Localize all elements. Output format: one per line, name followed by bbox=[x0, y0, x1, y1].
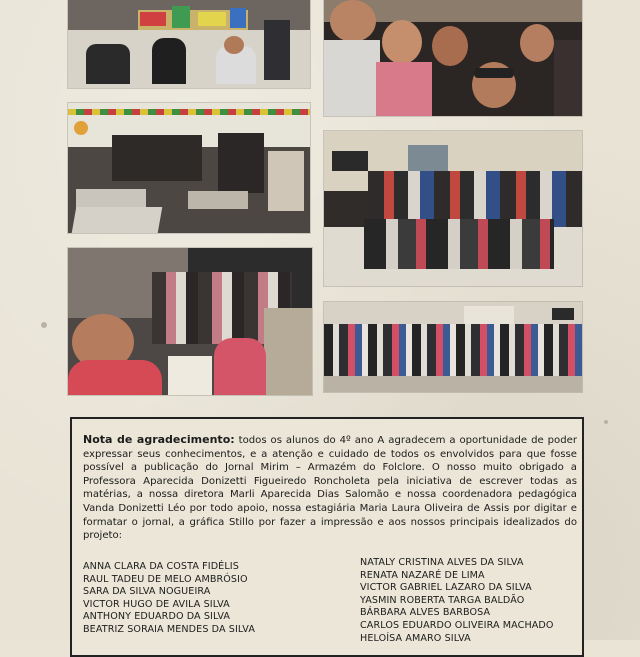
paper-speck bbox=[41, 322, 47, 328]
student-name: RAUL TADEU DE MELO AMBRÓSIO bbox=[83, 573, 248, 585]
student-name: NATALY CRISTINA ALVES DA SILVA bbox=[360, 557, 524, 568]
photo-students-line bbox=[324, 302, 582, 392]
student-name: SARA DA SILVA NOGUEIRA bbox=[83, 586, 211, 598]
student-name: ANTHONY EDUARDO DA SILVA bbox=[83, 611, 231, 623]
acknowledgement-body: todos os alunos do 4º ano A agradecem a oportunidade de poder expressar seus conhecimentos, e a atenção e cuidado de todos os envolvidos para que fosse possível a publicação do Jornal Mirim – Armazém do Folclore. O nosso muito obrigado a Professora Aparecida Donizetti Figueiredo Roncholeta pela iniciativa de escrever todas as matérias, a nossa diretora Marli Aparecida Dias Salomão e nossa coordenadora pedagógica Vanda Donizetti Léo por todo apoio, nossa estagiária Maria Laura Oliveira de Assis por digitar e formatar o jornal, a gráfica Stillo por fazer a impressão e aos nossos principais idealizados do projeto: bbox=[83, 435, 577, 542]
student-name: VICTOR HUGO DE AVILA SILVA bbox=[83, 598, 230, 610]
photo-classroom-table bbox=[68, 0, 310, 88]
student-name: YASMIN ROBERTA TARGA BALDÃO bbox=[360, 594, 525, 606]
student-name: BEATRIZ SORAIA MENDES DA SILVA bbox=[83, 623, 256, 635]
student-name: VICTOR GABRIEL LAZARO DA SILVA bbox=[360, 582, 532, 594]
student-name: ANNA CLARA DA COSTA FIDÉLIS bbox=[83, 561, 239, 572]
photo-festive-classroom bbox=[68, 103, 310, 233]
student-name: CARLOS EDUARDO OLIVEIRA MACHADO bbox=[360, 619, 554, 631]
student-names-right bbox=[360, 557, 554, 645]
acknowledgement-text bbox=[83, 433, 577, 543]
student-name: RENATA NAZARÉ DE LIMA bbox=[360, 569, 485, 581]
paper-speck bbox=[604, 420, 608, 424]
photo-girls-selfie bbox=[324, 0, 582, 116]
acknowledgement-heading: Nota de agradecimento: bbox=[83, 433, 235, 446]
photo-group-posing bbox=[324, 131, 582, 286]
student-names-left bbox=[83, 561, 255, 637]
acknowledgement-box bbox=[70, 417, 584, 657]
student-name: HELOÍSA AMARO SILVA bbox=[360, 632, 471, 644]
photo-smiling-girl bbox=[68, 248, 312, 395]
student-name: BÁRBARA ALVES BARBOSA bbox=[360, 607, 491, 619]
